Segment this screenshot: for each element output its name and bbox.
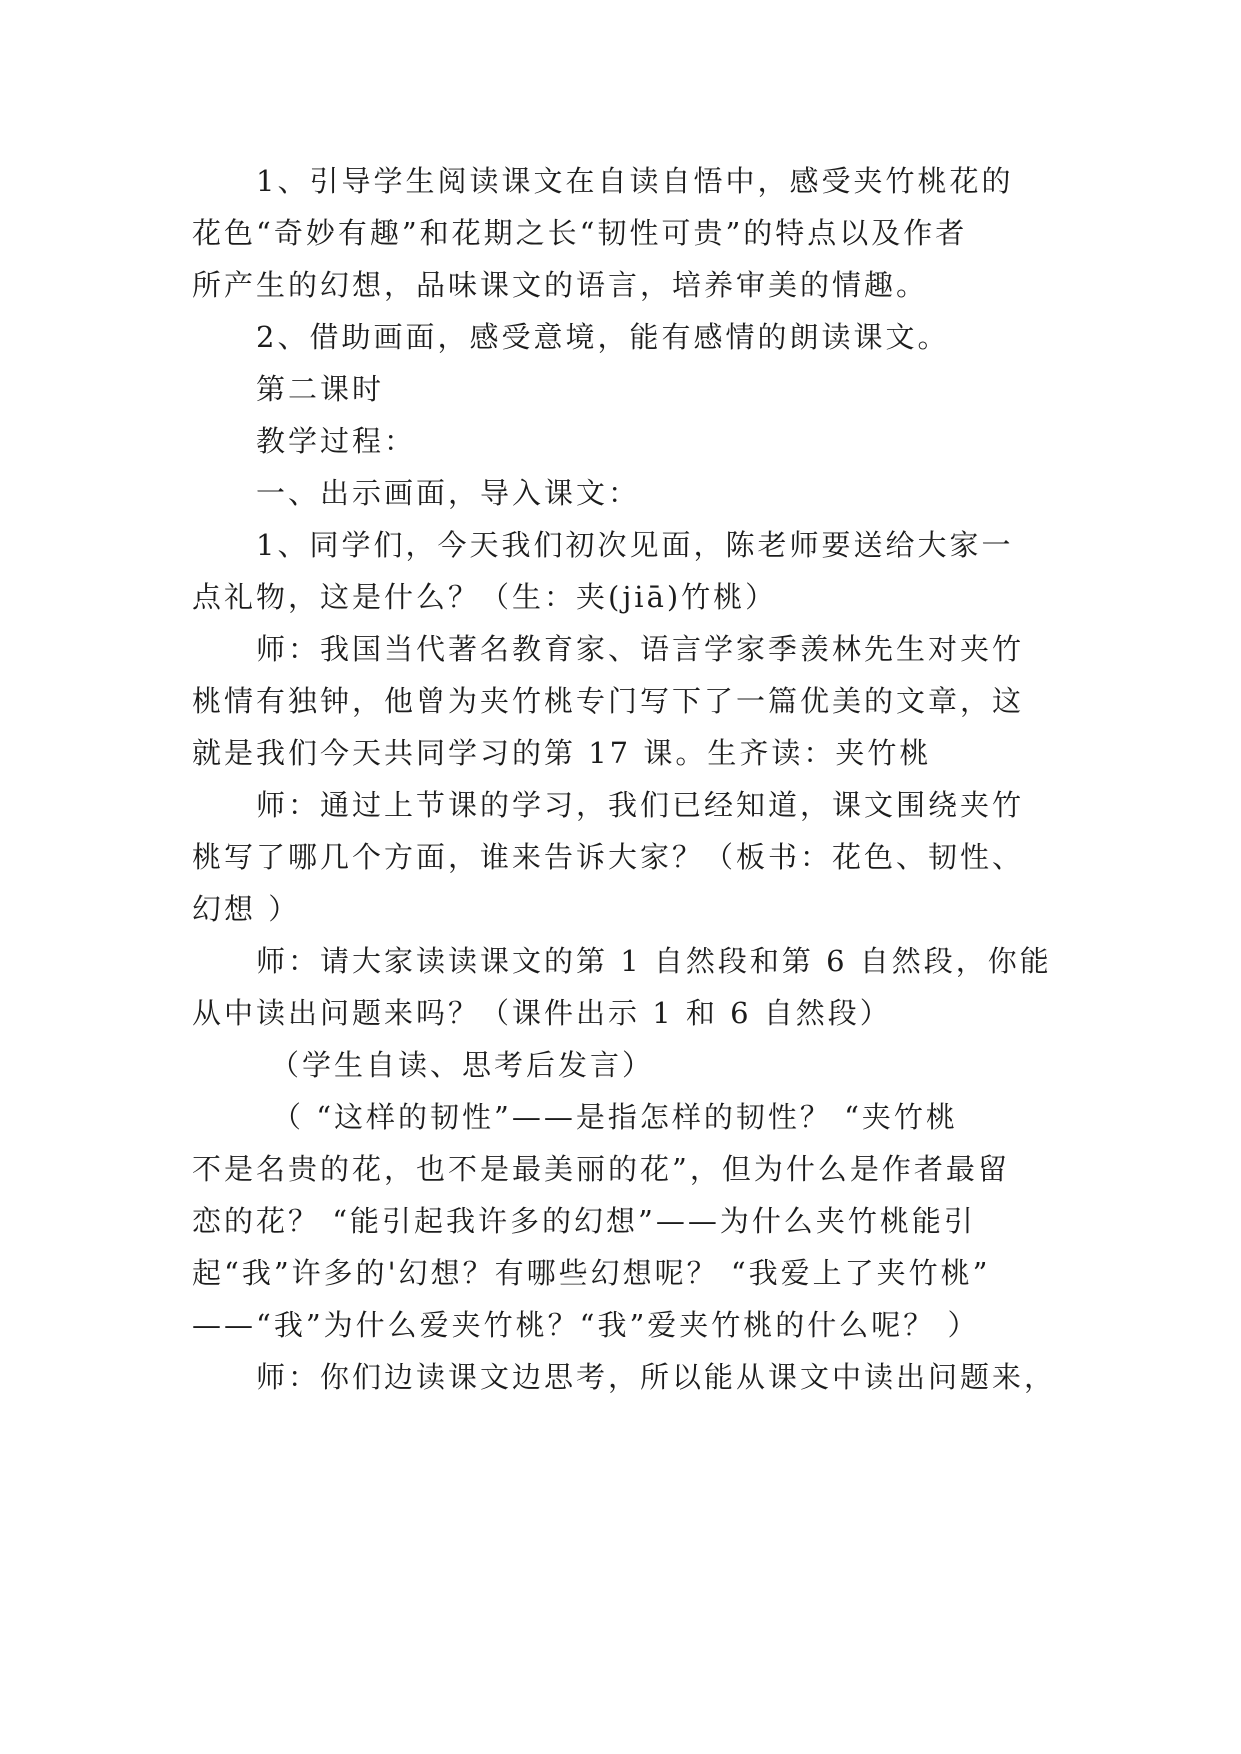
paragraph-line: 师：我国当代著名教育家、语言学家季羡林先生对夹竹 [256,632,1025,666]
paragraph-line: （学生自读、思考后发言） [270,1048,655,1082]
paragraph-line: 点礼物，这是什么？（生：夹(jiā)竹桃） [192,580,778,614]
paragraph-line: 恋的花？ “能引起我许多的幻想”——为什么夹竹桃能引 [192,1204,976,1238]
paragraph-line: 师：通过上节课的学习，我们已经知道，课文围绕夹竹 [256,788,1025,822]
paragraph-line: 师：你们边读课文边思考，所以能从课文中读出问题来， [256,1360,1057,1394]
paragraph-line: 不是名贵的花，也不是最美丽的花”，但为什么是作者最留 [192,1152,1010,1186]
paragraph-line: 花色“奇妙有趣”和花期之长“韧性可贵”的特点以及作者 [192,216,968,250]
paragraph-line: 从中读出问题来吗？（课件出示 1 和 6 自然段） [192,996,892,1030]
paragraph-line: （ “这样的韧性”——是指怎样的韧性？ “夹竹桃 [272,1100,958,1134]
section-heading: 第二课时 [256,372,385,406]
paragraph-line: 1、同学们，今天我们初次见面，陈老师要送给大家一 [256,528,1014,562]
paragraph-line: 桃情有独钟，他曾为夹竹桃专门写下了一篇优美的文章，这 [192,684,1025,718]
paragraph-line: 幻想 ） [192,892,301,926]
paragraph-line: ——“我”为什么爱夹竹桃？“我”爱夹竹桃的什么呢？ ） [192,1308,980,1342]
paragraph-line: 2、借助画面，感受意境，能有感情的朗读课文。 [256,320,950,354]
paragraph-line: 所产生的幻想，品味课文的语言，培养审美的情趣。 [192,268,929,302]
section-heading: 教学过程： [256,424,417,458]
paragraph-line: 就是我们今天共同学习的第 17 课。生齐读：夹竹桃 [192,736,932,770]
paragraph-line: 起“我”许多的'幻想？有哪些幻想呢？ “我爱上了夹竹桃” [192,1256,991,1290]
paragraph-line: 师：请大家读读课文的第 1 自然段和第 6 自然段，你能 [256,944,1052,978]
section-heading: 一、出示画面，导入课文： [256,476,641,510]
paragraph-line: 桃写了哪几个方面，谁来告诉大家？（板书：花色、韧性、 [192,840,1025,874]
paragraph-line: 1、引导学生阅读课文在自读自悟中，感受夹竹桃花的 [256,164,1014,198]
